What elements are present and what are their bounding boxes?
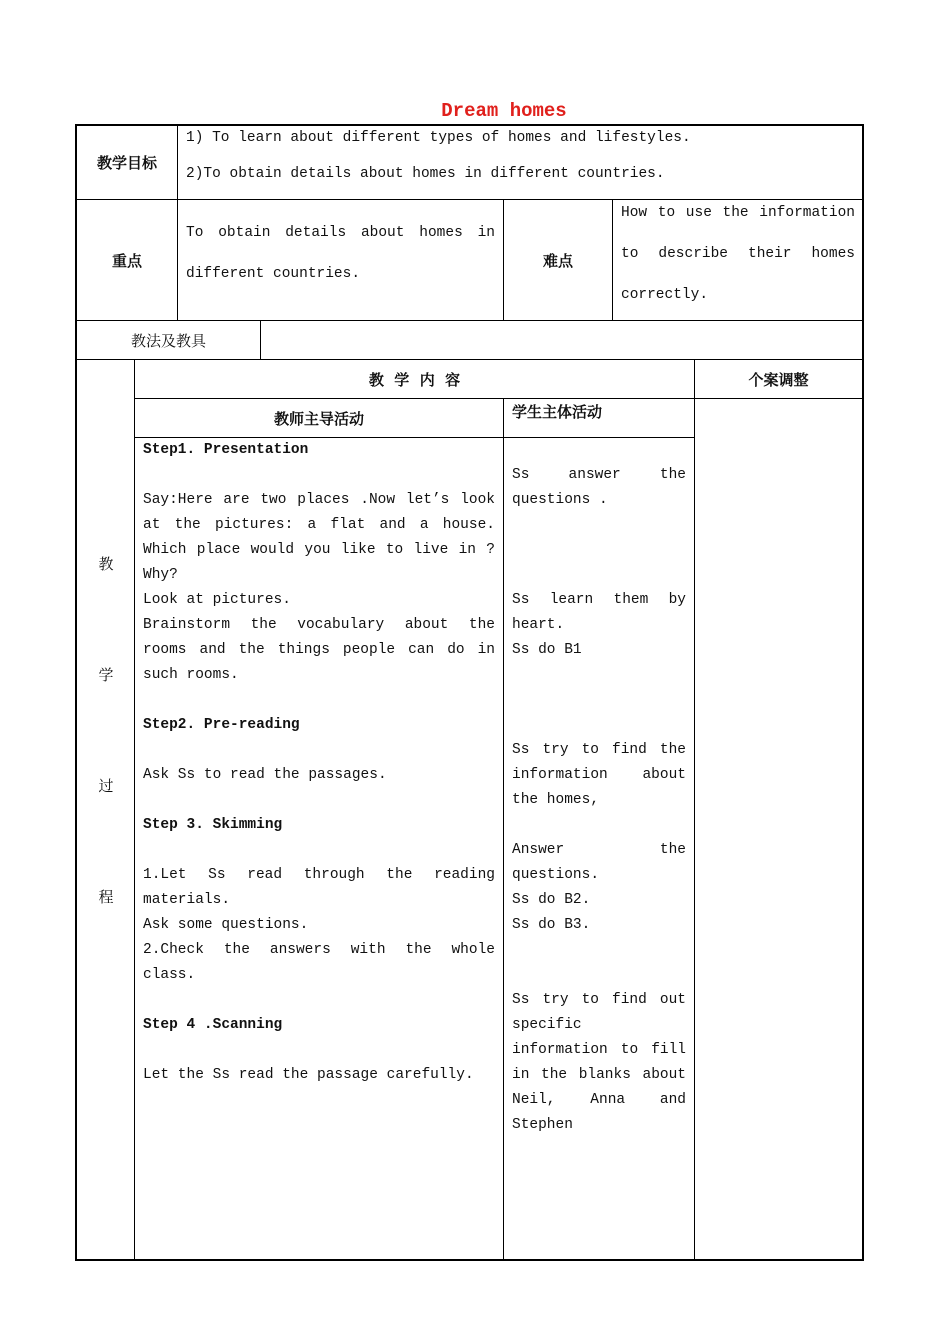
- process-label-char: 过: [98, 777, 114, 795]
- step-heading: Step 3. Skimming: [143, 817, 283, 833]
- student-line: Ss answer the questions .: [512, 467, 686, 508]
- adjust-header: 个案调整: [748, 370, 809, 389]
- teacher-line: Ask some questions.: [143, 917, 309, 933]
- teacher-line: Look at pictures.: [143, 592, 291, 608]
- student-line: Ss do B3.: [512, 917, 591, 933]
- student-line: Ss try to find the information about the homes,: [512, 742, 686, 808]
- column-divider: [134, 360, 135, 1260]
- key-point-label: 重点: [111, 251, 142, 270]
- teacher-line: Ask Ss to read the passages.: [143, 767, 387, 783]
- spacer: [512, 663, 686, 688]
- step-heading: Step2. Pre-reading: [143, 717, 300, 733]
- difficulty-text: How to use the information to describe their homes correctly.: [621, 205, 855, 303]
- spacer: [143, 688, 495, 713]
- spacer: [512, 963, 686, 988]
- spacer: [512, 438, 686, 463]
- teacher-line: 1.Let Ss read through the reading materials.: [143, 867, 495, 908]
- spacer: [512, 813, 686, 838]
- student-activities: [512, 438, 686, 1138]
- student-line: Ss do B2.: [512, 892, 591, 908]
- objectives-cell: [186, 126, 856, 187]
- teacher-line: Say:Here are two places .Now let’s look at the pictures: a flat and a house. Which place would you like to live in ? Why?: [143, 492, 495, 583]
- column-divider: [177, 125, 178, 320]
- spacer: [512, 513, 686, 538]
- spacer: [143, 1038, 495, 1063]
- objectives-label: 教学目标: [96, 154, 157, 172]
- spacer: [143, 738, 495, 763]
- process-label-char: 教: [98, 555, 114, 573]
- column-divider: [694, 360, 695, 1260]
- column-divider: [612, 200, 613, 320]
- spacer: [143, 838, 495, 863]
- objective-item: 2)To obtain details about homes in different countries.: [186, 166, 665, 182]
- column-divider: [260, 321, 261, 359]
- objective-item: 1) To learn about different types of homes and lifestyles.: [186, 130, 691, 146]
- teacher-line: 2.Check the answers with the whole class.: [143, 942, 495, 983]
- key-point-text: To obtain details about homes in different countries.: [186, 225, 495, 282]
- spacer: [512, 688, 686, 713]
- student-line: Ss try to find out specific information to fill in the blanks about Neil, Anna and Stephen: [512, 992, 686, 1133]
- teacher-line: Brainstorm the vocabulary about the rooms and the things people can do in such rooms.: [143, 617, 495, 683]
- spacer: [512, 563, 686, 588]
- teacher-line: Let the Ss read the passage carefully.: [143, 1067, 474, 1083]
- document-title: Dream homes: [441, 100, 567, 122]
- process-label-char: 学: [98, 666, 114, 684]
- spacer: [512, 938, 686, 963]
- spacer: [512, 713, 686, 738]
- spacer: [143, 988, 495, 1013]
- column-divider: [503, 399, 504, 1260]
- difficulty-label: 难点: [542, 251, 573, 270]
- student-line: Ss do B1: [512, 642, 582, 658]
- step-heading: Step 4 .Scanning: [143, 1017, 283, 1033]
- methods-label: 教法及教具: [130, 331, 206, 350]
- content-header: 教 学 内 容: [368, 370, 461, 389]
- spacer: [143, 788, 495, 813]
- teacher-activities: [143, 438, 495, 1088]
- spacer: [143, 463, 495, 488]
- student-line: Answer the questions.: [512, 842, 686, 883]
- step-heading: Step1. Presentation: [143, 442, 309, 458]
- process-label-char: 程: [98, 888, 114, 906]
- student-header: 学生主体活动: [512, 403, 603, 421]
- student-line: Ss learn them by heart.: [512, 592, 686, 633]
- teacher-header: 教师主导活动: [273, 409, 364, 428]
- spacer: [512, 538, 686, 563]
